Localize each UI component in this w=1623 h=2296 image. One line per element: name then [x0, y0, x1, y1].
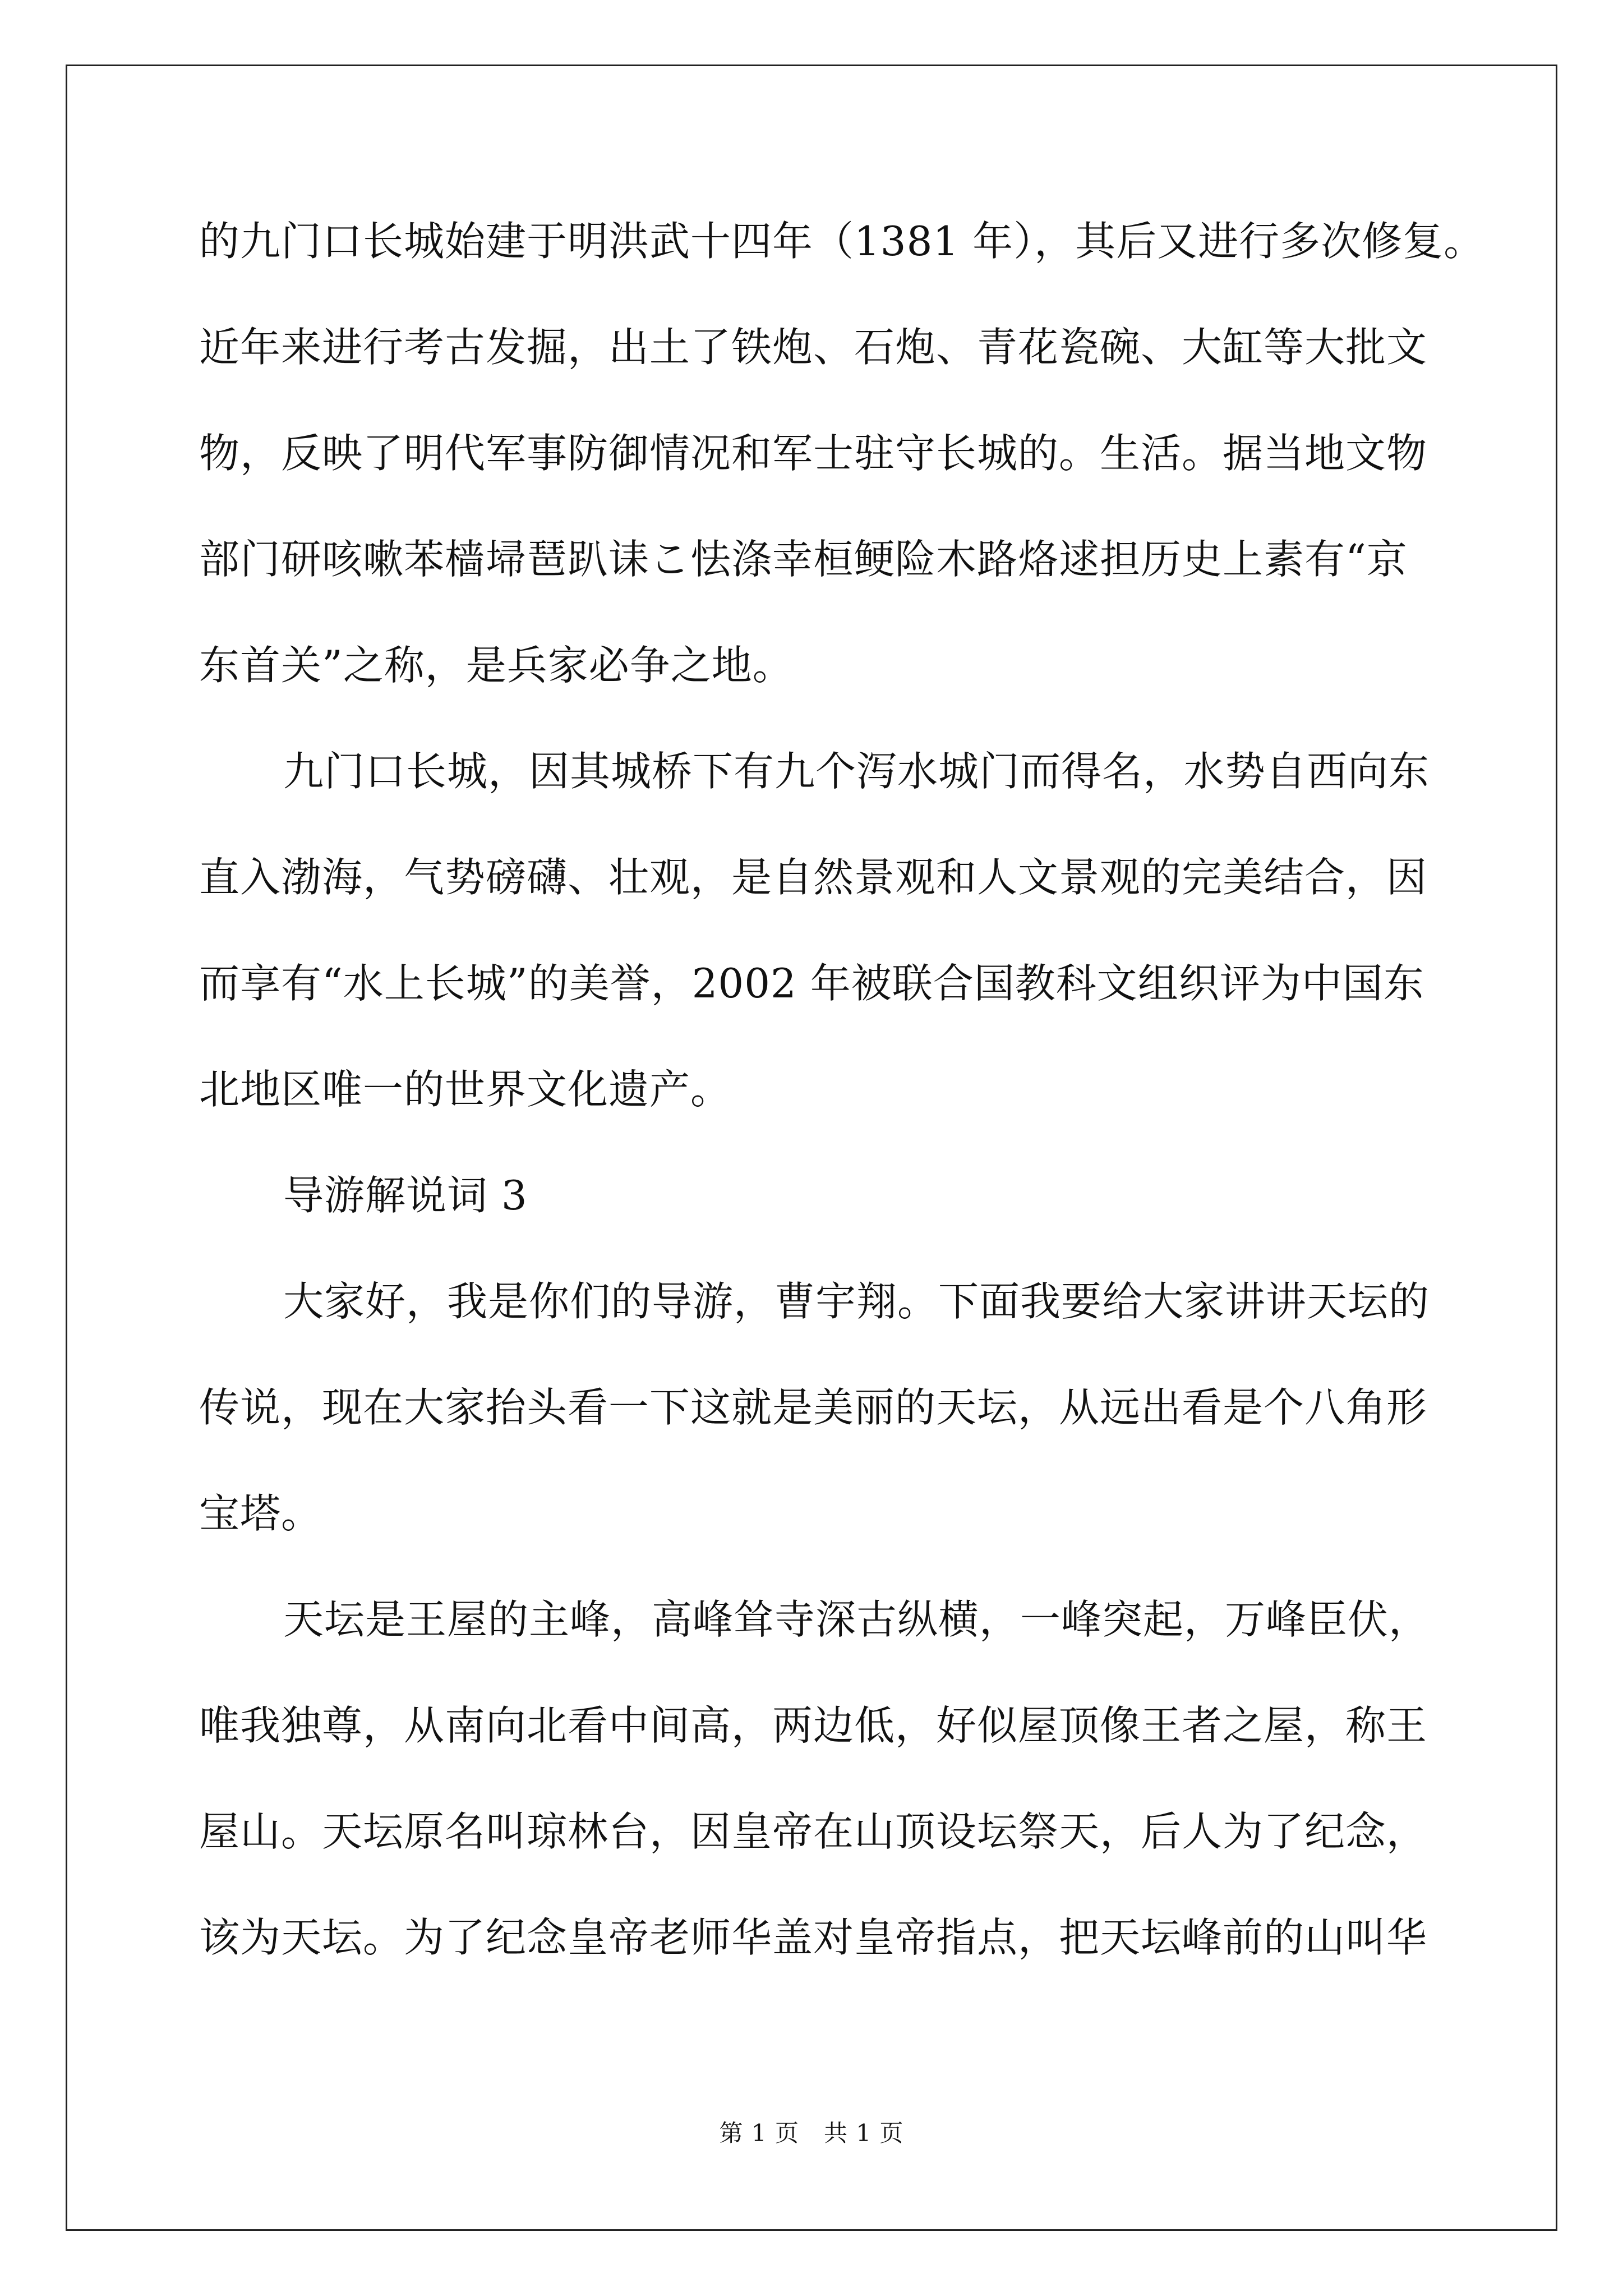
text-line: 大家好，我是你们的导游，曹宇翔。下面我要给大家讲讲天坛的 — [283, 1278, 1430, 1325]
text-line: 而享有“水上长城”的美誉，2002 年被联合国教科文组织评为中国东 — [199, 960, 1424, 1007]
text-line: 的九门口长城始建于明洪武十四年（1381 年），其后又进行多次修复。 — [199, 218, 1485, 265]
text-line: 东首关”之称，是兵家必争之地。 — [199, 642, 794, 689]
text-line: 天坛是王屋的主峰，高峰耸寺深古纵横，一峰突起，万峰臣伏， — [283, 1596, 1430, 1643]
page-frame — [66, 65, 1557, 2231]
page-total: 共 1 页 — [824, 2119, 904, 2147]
text-line: 传说，现在大家抬头看一下这就是美丽的天坛，从远出看是个八角形 — [199, 1384, 1428, 1431]
section-heading: 导游解说词 3 — [283, 1172, 528, 1219]
text-line: 宝塔。 — [199, 1490, 322, 1537]
page-footer — [0, 2116, 1623, 2150]
text-line: 部门研咳嗽苯樯埽琶趴诔こ怯涤幸桓鲠险木路烙逑担历史上素有“京 — [199, 536, 1408, 583]
text-line: 物，反映了明代军事防御情况和军士驻守长城的。生活。据当地文物 — [199, 430, 1428, 477]
page-number: 第 1 页 — [719, 2119, 799, 2147]
text-line: 唯我独尊，从南向北看中间高，两边低，好似屋顶像王者之屋，称王 — [199, 1702, 1428, 1749]
text-line: 该为天坛。为了纪念皇帝老师华盖对皇帝指点，把天坛峰前的山叫华 — [199, 1914, 1428, 1961]
text-line: 近年来进行考古发掘，出土了铁炮、石炮、青花瓷碗、大缸等大批文 — [199, 324, 1428, 371]
text-line: 九门口长城，因其城桥下有九个泻水城门而得名，水势自西向东 — [283, 748, 1430, 795]
text-line: 北地区唯一的世界文化遗产。 — [199, 1066, 732, 1113]
text-line: 直入渤海，气势磅礴、壮观，是自然景观和人文景观的完美结合，因 — [199, 854, 1428, 901]
text-line: 屋山。天坛原名叫琼林台，因皇帝在山顶设坛祭天，后人为了纪念， — [199, 1808, 1428, 1855]
